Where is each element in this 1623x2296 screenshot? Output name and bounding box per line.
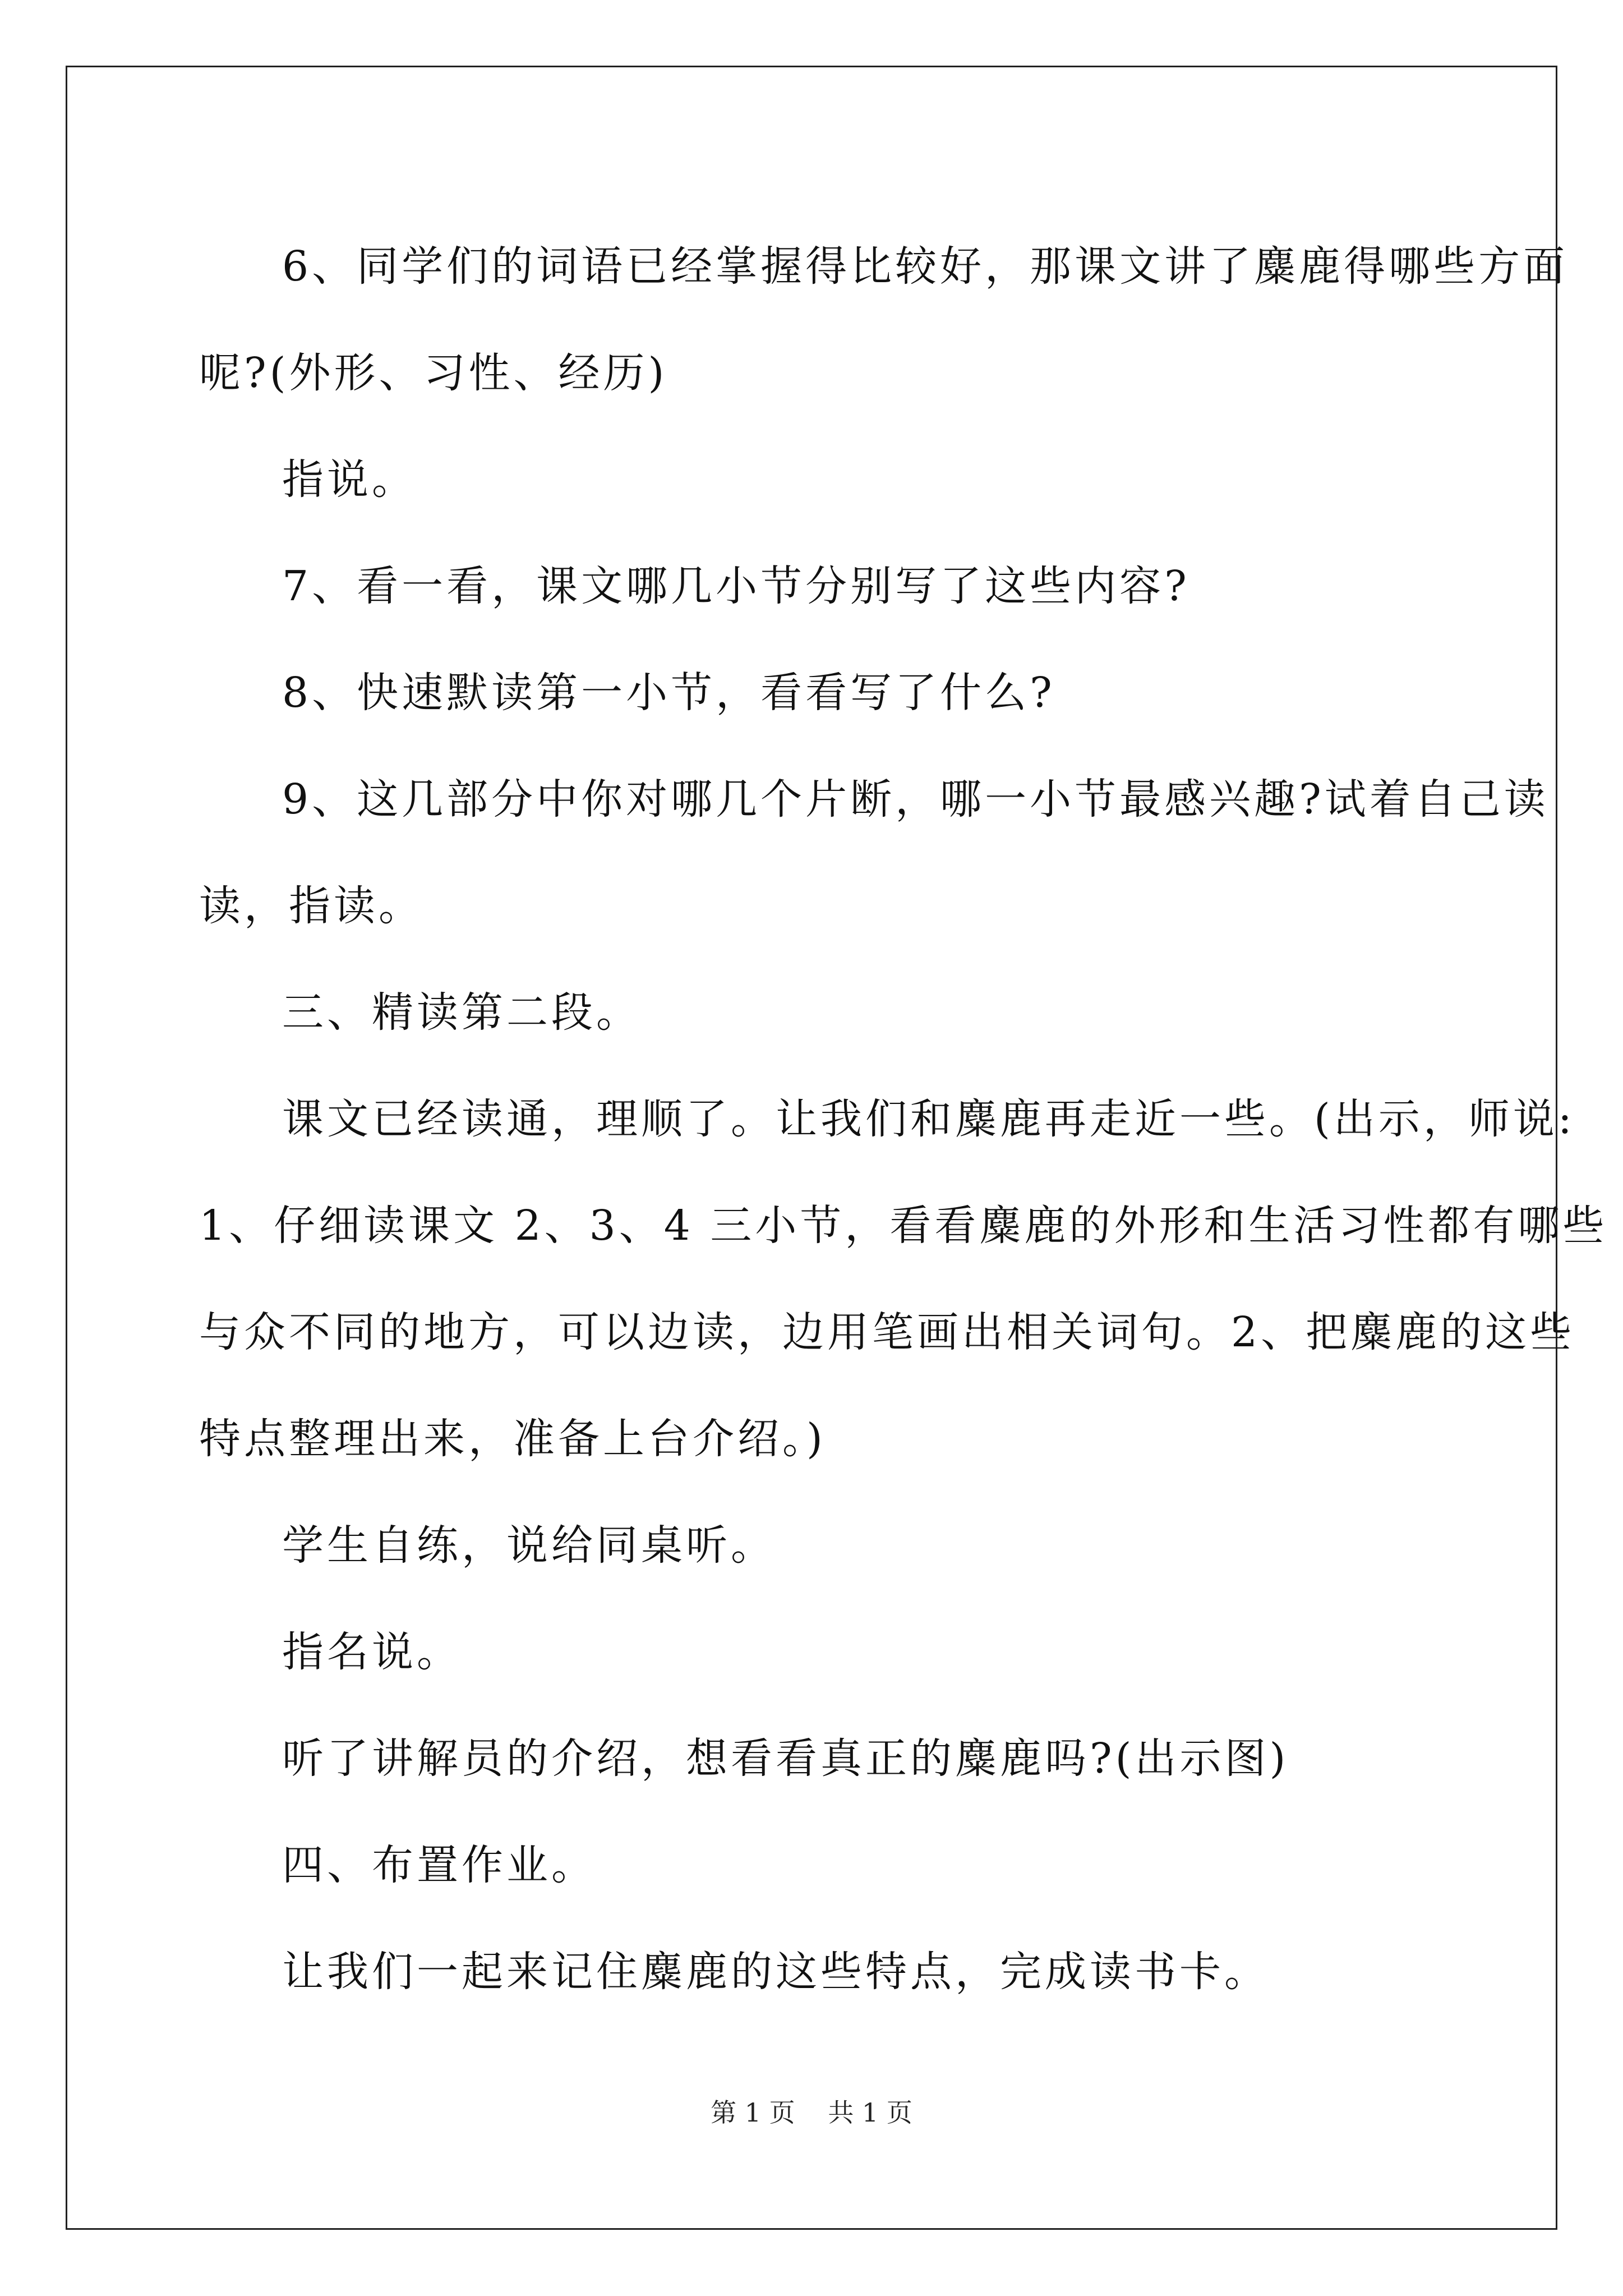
paragraph-line: 课文已经读通，理顺了。让我们和麋鹿再走近一些。(出示，师说: — [282, 1095, 1575, 1143]
paragraph-line: 让我们一起来记住麋鹿的这些特点，完成读书卡。 — [282, 1948, 1269, 1996]
paragraph-line: 学生自练，说给同桌听。 — [282, 1521, 776, 1570]
paragraph-line: 与众不同的地方，可以边读，边用笔画出相关词句。2、把麋鹿的这些 — [199, 1308, 1575, 1356]
paragraph-line: 听了讲解员的介绍，想看看真正的麋鹿吗?(出示图) — [282, 1734, 1289, 1783]
section-heading: 四、布置作业。 — [282, 1841, 596, 1889]
paragraph-line: 7、看一看，课文哪几小节分别写了这些内容? — [282, 562, 1190, 610]
paragraph-line: 特点整理出来，准备上台介绍。) — [199, 1415, 826, 1463]
paragraph-line: 6、同学们的词语已经掌握得比较好，那课文讲了麋鹿得哪些方面 — [282, 242, 1569, 291]
page-number: 第 1 页 — [711, 2097, 795, 2128]
paragraph-line: 指名说。 — [282, 1628, 462, 1676]
section-heading: 三、精读第二段。 — [282, 988, 641, 1037]
page-total: 共 1 页 — [828, 2097, 912, 2128]
paragraph-line: 8、快速默读第一小节，看看写了什么? — [282, 669, 1055, 717]
document-body — [199, 213, 1608, 2025]
paragraph-line: 1、仔细读课文 2、3、4 三小节，看看麋鹿的外形和生活习性都有哪些 — [199, 1202, 1608, 1250]
paragraph-line: 9、这几部分中你对哪几个片断，哪一小节最感兴趣?试着自己读 — [282, 775, 1549, 823]
page-footer — [0, 2092, 1623, 2129]
paragraph-line: 呢?(外形、习性、经历) — [199, 349, 668, 397]
paragraph-line: 指说。 — [282, 455, 417, 504]
paragraph-line: 读，指读。 — [199, 882, 423, 930]
